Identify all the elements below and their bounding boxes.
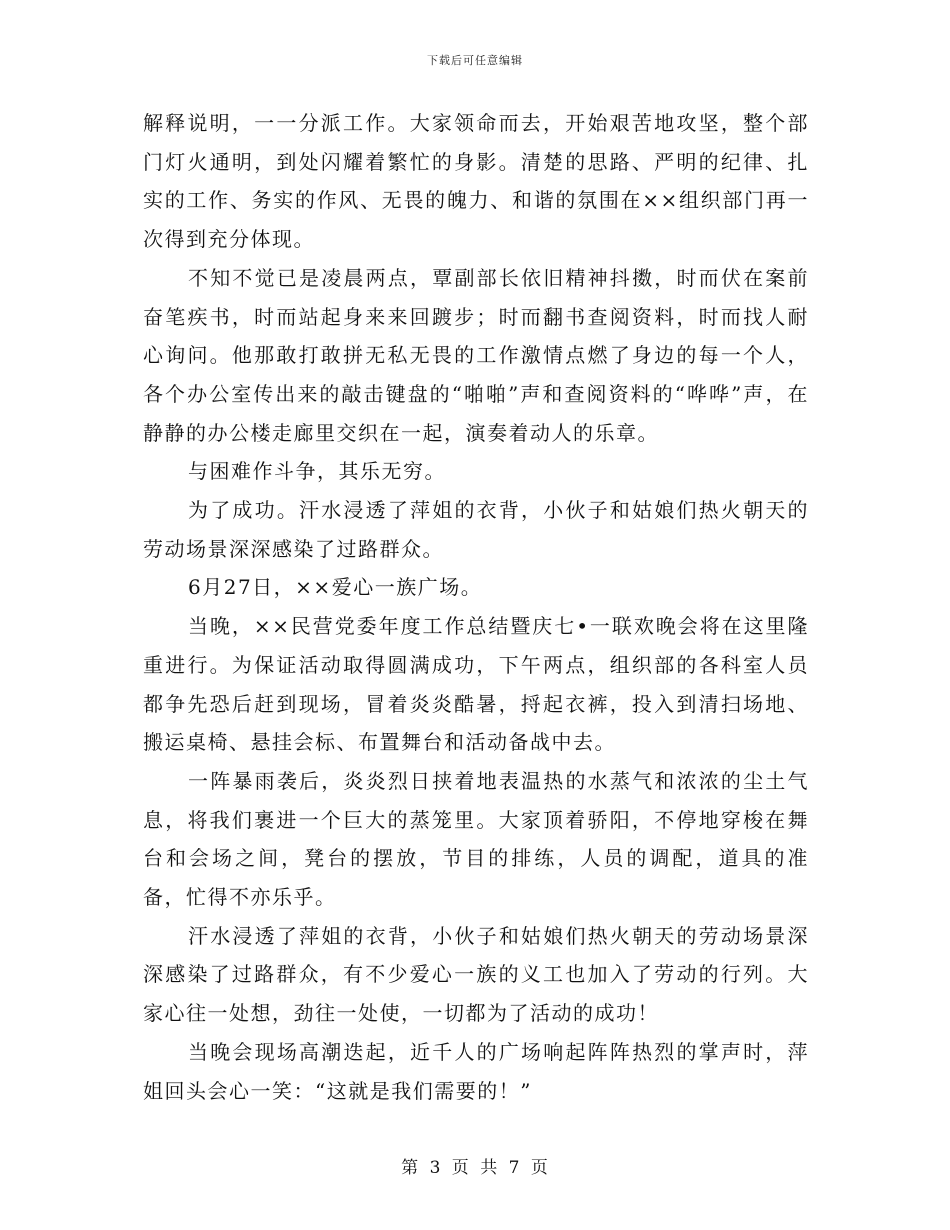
paragraph: 当晚，××民营党委年度工作总结暨庆七•一联欢晚会将在这里隆重进行。为保证活动取得圆满成功，下午两点，组织部的各科室人员都争先恐后赶到现场，冒着炎炎酷暑，捋起衣裤，投入到清扫场地、搬运桌椅、悬挂会标、布置舞台和活动备战中去。 xyxy=(143,614,809,755)
page-footer xyxy=(0,1153,950,1178)
footer-suffix: 页 xyxy=(530,1158,549,1178)
paragraph: 6月27日，××爱心一族广场。 xyxy=(188,575,483,600)
paragraph: 与困难作斗争，其乐无穷。 xyxy=(188,459,446,484)
document-body xyxy=(143,104,809,1110)
footer-current-page: 3 xyxy=(429,1158,442,1178)
paragraph: 为了成功。汗水浸透了萍姐的衣背，小伙子和姑娘们热火朝天的劳动场景深深感染了过路群众。 xyxy=(143,498,809,561)
paragraph: 汗水浸透了萍姐的衣背，小伙子和姑娘们热火朝天的劳动场景深深感染了过路群众，有不少爱心一族的义工也加入了劳动的行列。大家心往一处想，劲往一处使，一切都为了活动的成功！ xyxy=(143,923,809,1026)
paragraph: 当晚会现场高潮迭起，近千人的广场响起阵阵热烈的掌声时，萍姐回头会心一笑：“这就是我们需要的！” xyxy=(143,1039,809,1103)
paragraph: 解释说明，一一分派工作。大家领命而去，开始艰苦地攻坚，整个部门灯火通明，到处闪耀着繁忙的身影。清楚的思路、严明的纪律、扎实的工作、务实的作风、无畏的魄力、和谐的氛围在××组织部门再一次得到充分体现。 xyxy=(143,111,809,252)
footer-total-word: 共 xyxy=(480,1158,499,1178)
paragraph: 一阵暴雨袭后，炎炎烈日挟着地表温热的水蒸气和浓浓的尘土气息，将我们裹进一个巨大的蒸笼里。大家顶着骄阳，不停地穿梭在舞台和会场之间，凳台的摆放，节目的排练，人员的调配，道具的准备，忙得不亦乐乎。 xyxy=(143,768,809,910)
footer-prefix: 第 xyxy=(401,1158,420,1178)
footer-total-pages: 7 xyxy=(508,1158,521,1178)
paragraph: 不知不觉已是凌晨两点，覃副部长依旧精神抖擞，时而伏在案前奋笔疾书，时而站起身来来回踱步；时而翻书查阅资料，时而找人耐心询问。他那敢打敢拼无私无畏的工作激情点燃了身边的每一个人，各个办公室传出来的敲击键盘的“啪啪”声和查阅资料的“哗哗”声，在静静的办公楼走廊里交织在一起，演奏着动人的乐章。 xyxy=(143,265,809,445)
page-header-note: 下载后可任意编辑 xyxy=(427,54,523,67)
footer-page-word: 页 xyxy=(451,1158,470,1178)
